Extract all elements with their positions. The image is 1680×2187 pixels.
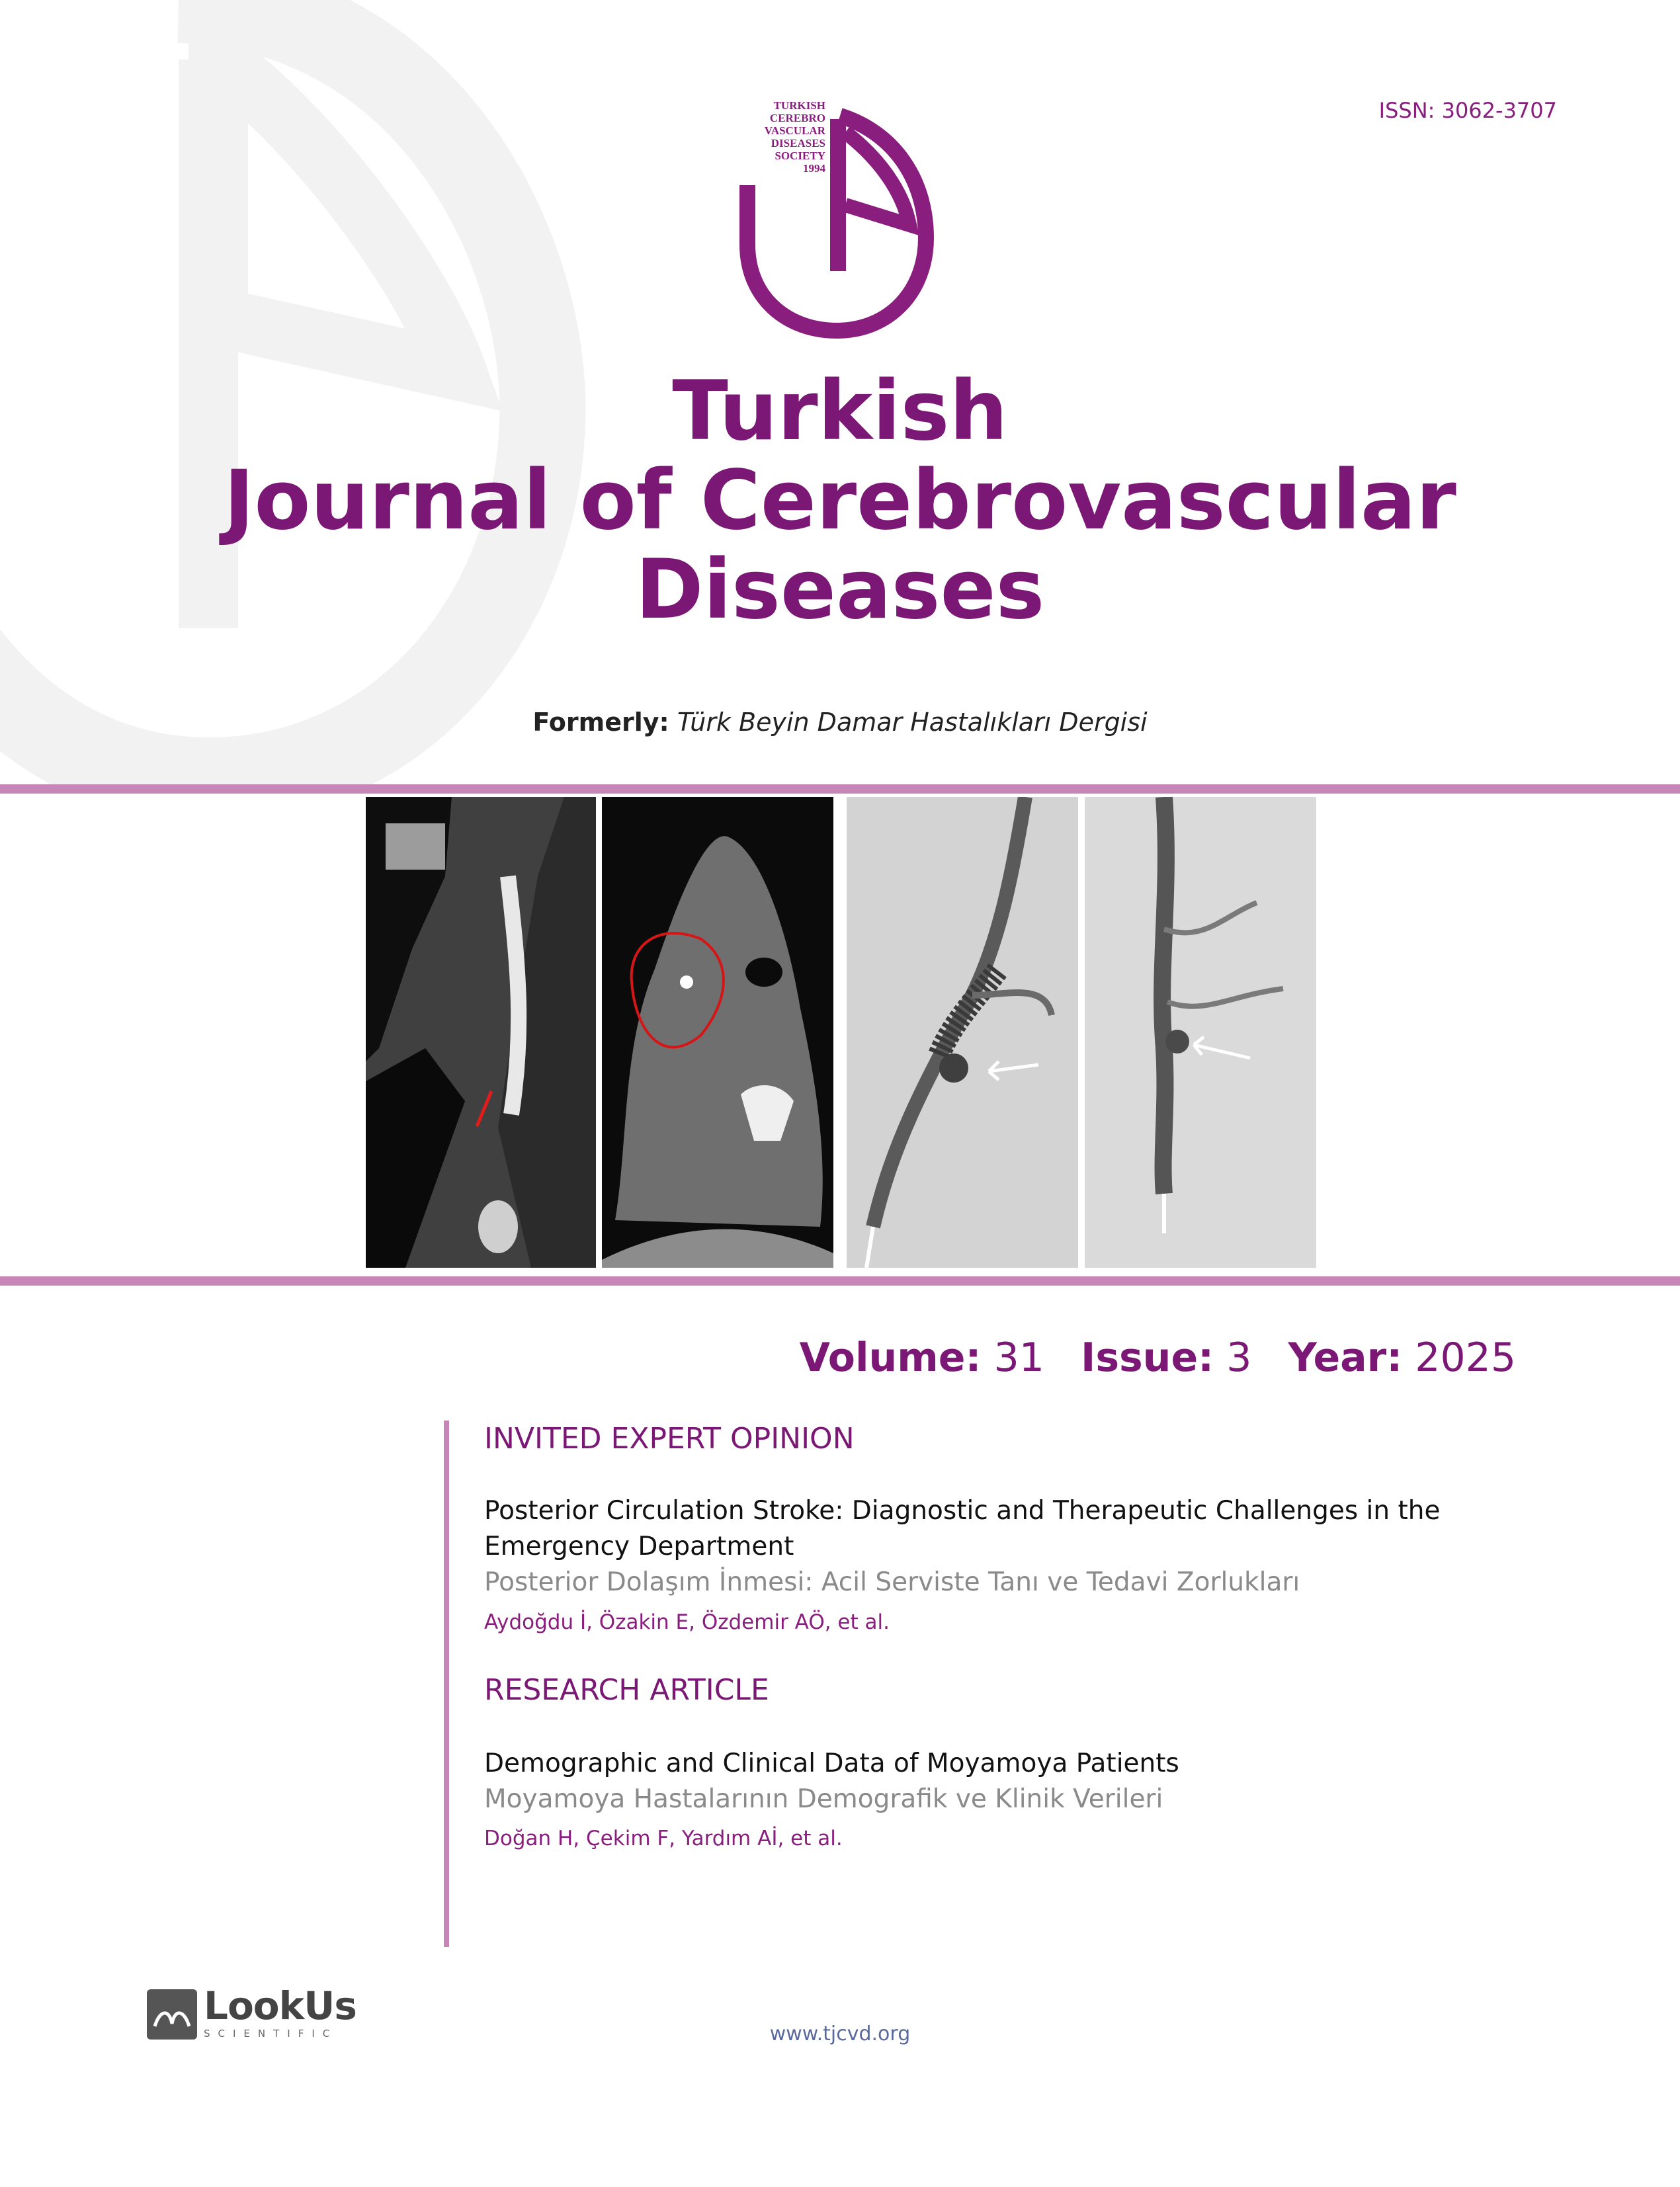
formerly-line (0, 708, 1680, 737)
logo-line: SOCIETY (775, 149, 825, 162)
article-title-tr: Posterior Dolaşım İnmesi: Acil Serviste Tanı ve Tedavi Zorlukları (484, 1567, 1300, 1597)
year-value: 2025 (1415, 1335, 1516, 1381)
society-logo (728, 93, 946, 344)
journal-title-line2: Journal of Cerebrovascular (224, 453, 1456, 548)
section-heading: RESEARCH ARTICLE (484, 1673, 769, 1707)
publisher-sub: SCIENTIFIC (204, 2028, 338, 2040)
logo-line: DISEASES (771, 137, 825, 149)
publisher-name: LookUs (204, 1983, 357, 2028)
year-label: Year: (1288, 1335, 1403, 1381)
top-divider (0, 784, 1680, 794)
logo-line: 1994 (803, 162, 825, 175)
website-link[interactable]: www.tjcvd.org (769, 2022, 911, 2045)
issue-value: 3 (1226, 1335, 1252, 1381)
article-authors: Doğan H, Çekim F, Yardım Aİ, et al. (484, 1827, 843, 1850)
section-heading: INVITED EXPERT OPINION (484, 1422, 855, 1456)
angiogram-aneurysm (1085, 797, 1316, 1268)
journal-title-line3: Diseases (635, 542, 1045, 638)
issue-info (800, 1335, 1516, 1381)
article-authors: Aydoğdu İ, Özakin E, Özdemir AÖ, et al. (484, 1610, 890, 1634)
journal-title-line1: Turkish (672, 364, 1008, 459)
logo-line: CEREBRO (769, 112, 825, 124)
formerly-value: Türk Beyin Damar Hastalıkları Dergisi (677, 708, 1148, 737)
volume-label: Volume: (799, 1335, 982, 1381)
ct-axial-neck (602, 797, 833, 1268)
issn: ISSN: 3062-3707 (1378, 98, 1557, 123)
article-title-tr: Moyamoya Hastalarının Demografik ve Klinik Verileri (484, 1784, 1163, 1814)
formerly-label: Formerly: (532, 708, 669, 737)
logo-line: VASCULAR (764, 124, 825, 137)
volume-value: 31 (993, 1335, 1044, 1381)
logo-line: TURKISH (773, 99, 825, 112)
angiogram-stent (847, 797, 1078, 1268)
contents-bar (444, 1421, 449, 1947)
ct-sagittal-neck (366, 797, 596, 1268)
issue-label: Issue: (1081, 1335, 1214, 1381)
article-title-en[interactable]: Posterior Circulation Stroke: Diagnostic and Therapeutic Challenges in the Emergency Department (484, 1496, 1441, 1561)
bottom-divider (0, 1276, 1680, 1286)
article-title-en[interactable]: Demographic and Clinical Data of Moyamoya Patients (484, 1749, 1179, 1778)
